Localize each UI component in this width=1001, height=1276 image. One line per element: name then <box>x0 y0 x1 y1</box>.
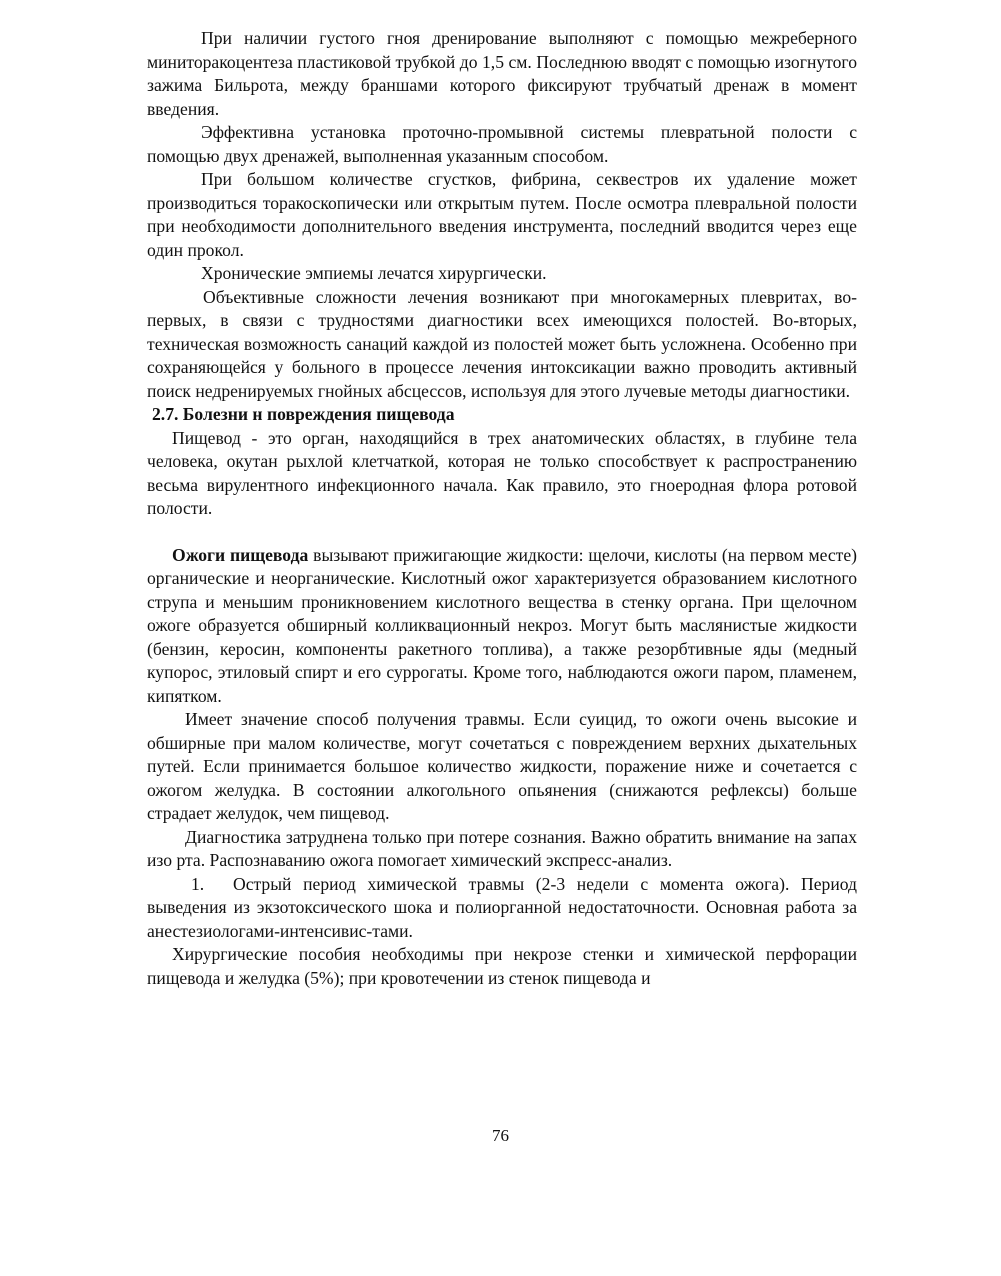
paragraph-drainage: При наличии густого гноя дренирование выполняют с помощью межреберного миниторакоцентеза пластиковой трубкой до 1,5 см. Последнюю вводят с помощью изогнутого зажима Бильрота, между браншами которого фиксируют трубчатый дренаж в момент введения. <box>147 28 857 119</box>
burns-term: Ожоги пищевода <box>172 544 309 565</box>
list-text: Острый период химической травмы (2-3 недели с момента ожога). Период выведения из экзотоксического шока и полиорганной недостаточности. Основная работа за анестезиологами-интенсивис-тами. <box>147 873 857 941</box>
paragraph-surgical-aid: Хирургические пособия необходимы при некрозе стенки и химической перфорации пищевода и желудка (5%); при кровотечении из стенок пищевода и <box>147 944 857 988</box>
paragraph-esophagus-intro: Пищевод - это орган, находящийся в трех анатомических областях, в глубине тела человека, окутан рыхлой клетчаткой, которая не только способствует к распространению весьма вирулентного инфекционного начала. Как правило, это гноеродная флора ротовой полости. <box>147 427 857 518</box>
paragraph-irrigation-system: Эффективна установка проточно-промывной системы плевратьной полости с помощью двух дренажей, выполненная указанным способом. <box>147 122 857 166</box>
list-number: 1. <box>191 873 205 894</box>
page-body <box>147 27 857 990</box>
paragraph-multichamber-pleuritis: Объективные сложности лечения возникают при многокамерных плевритах, во-первых, в связи с трудностями диагностики всех имеющихся полостей. Во-вторых, техническая возможность санаций каждой из полостей может быть усложнена. Особенно при сохраняющейся у больного в процессе лечения интоксикации важно проводить активный поиск недренируемых гнойных абсцессов, используя для этого лучевые методы диагностики. <box>147 286 857 401</box>
page-number: 76 <box>492 1126 509 1145</box>
paragraph-trauma-method: Имеет значение способ получения травмы. Если суицид, то ожоги очень высокие и обширные при малом количестве, могут сочетаться с повреждением верхних дыхательных путей. Если принимается большое количество жидкости, поражение ниже и сочетается с ожогом желудка. В состоянии алкогольного опьянения (снижаются рефлексы) больше страдает желудок, чем пищевод. <box>147 709 857 823</box>
paragraph-clots-removal: При большом количестве сгустков, фибрина, секвестров их удаление может производиться торакоскопически или открытым путем. После осмотра плевральной полости при необходимости дополнительного введения инструмента, последний вводится через еще один прокол. <box>147 169 857 260</box>
list-item-acute-period <box>147 873 857 944</box>
burns-text: вызывают прижигающие жидкости: щелочи, кислоты (на первом месте) органические и неорганические. Кислотный ожог характеризуется образованием кислотного струпа и меньшим проникновением кислотного вещества в стенку органа. При щелочном ожоге образуется обширный колликвационный некроз. Могут быть маслянистые жидкости (бензин, керосин, компоненты ракетного топлива), а также резорбтивные яды (медный купорос, этиловый спирт и его суррогаты. Кроме того, наблюдаются ожоги паром, пламенем, кипятком. <box>147 544 857 706</box>
paragraph-chronic-empyema: Хронические эмпиемы лечатся хирургически. <box>201 263 547 283</box>
paragraph-esophageal-burns <box>147 544 857 709</box>
section-heading: 2.7. Болезни н повреждения пищевода <box>152 404 455 424</box>
paragraph-diagnostics: Диагностика затруднена только при потере сознания. Важно обратить внимание на запах изо рта. Распознаванию ожога помогает химический экспресс-анализ. <box>147 826 857 870</box>
